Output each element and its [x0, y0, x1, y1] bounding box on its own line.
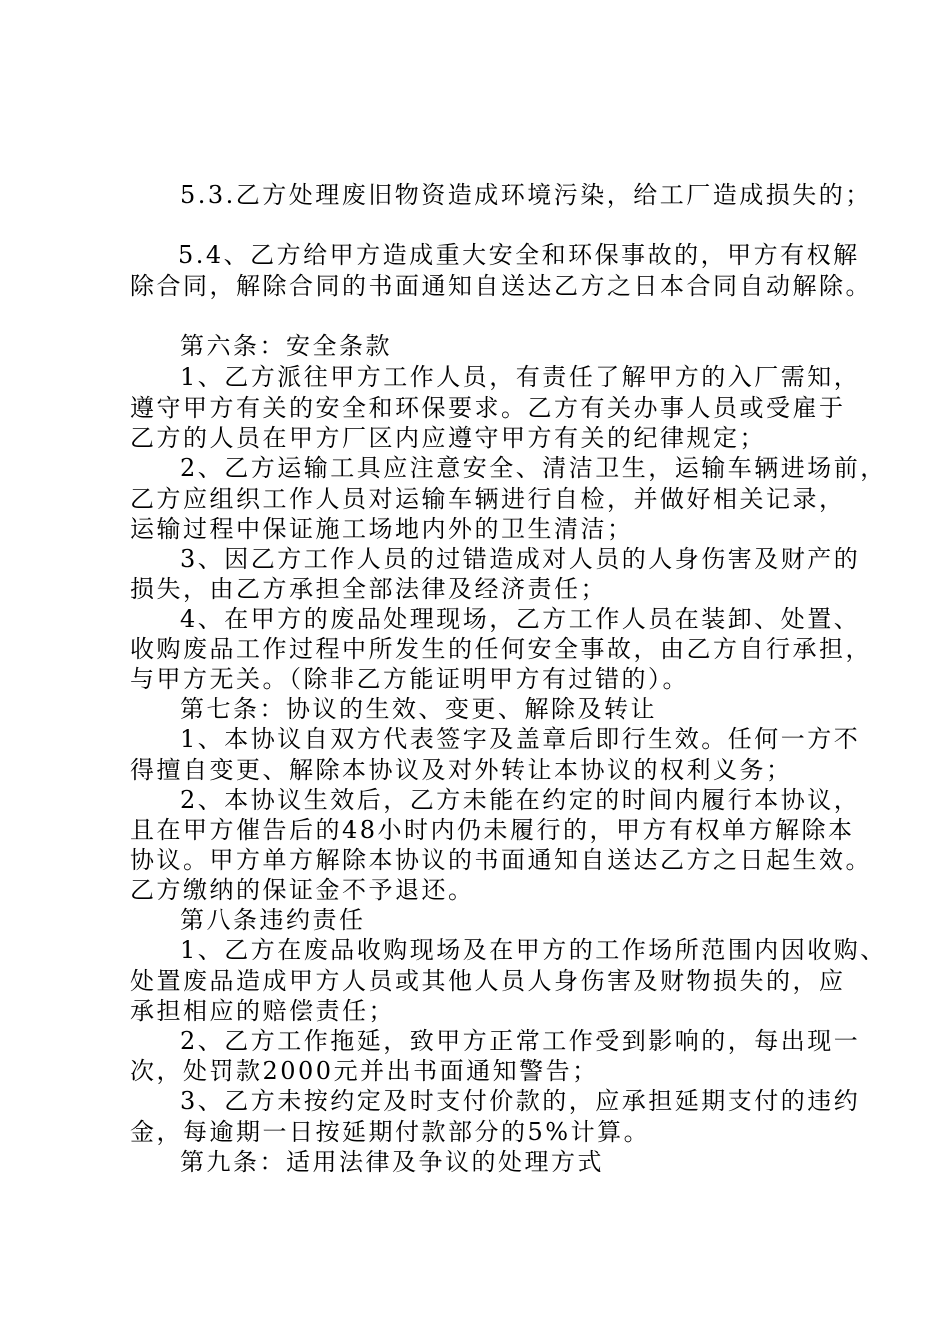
article-7-heading: 第七条：协议的生效、变更、解除及转让 [180, 695, 657, 723]
article-6-item-4-line-1: 4、在甲方的废品处理现场，乙方工作人员在装卸、处置、 [180, 605, 861, 633]
article-7-item-1-line-2: 得擅自变更、解除本协议及对外转让本协议的权利义务； [130, 756, 793, 784]
article-6-item-4-line-3: 与甲方无关。（除非乙方能证明甲方有过错的）。 [130, 665, 689, 693]
article-6-item-1-line-2: 遵守甲方有关的安全和环保要求。乙方有关办事人员或受雇于 [130, 394, 846, 422]
article-7-item-2-line-1: 2、本协议生效后，乙方未能在约定的时间内履行本协议， [180, 786, 861, 814]
article-6-item-1-line-1: 1、乙方派往甲方工作人员，有责任了解甲方的入厂需知， [180, 363, 861, 391]
article-6-item-3-line-1: 3、因乙方工作人员的过错造成对人员的人身伤害及财产的 [180, 545, 861, 573]
article-6-heading: 第六条：安全条款 [180, 332, 392, 360]
article-6-item-2-line-3: 运输过程中保证施工场地内外的卫生清洁； [130, 515, 634, 543]
article-7-item-2-line-2: 且在甲方催告后的48小时内仍未履行的，甲方有权单方解除本 [130, 816, 855, 844]
article-8-item-2-line-1: 2、乙方工作拖延，致甲方正常工作受到影响的，每出现一 [180, 1027, 861, 1055]
clause-5-4-line-2: 除合同，解除合同的书面通知自送达乙方之日本合同自动解除。 [130, 272, 872, 300]
article-8-item-1-line-1: 1、乙方在废品收购现场及在甲方的工作场所范围内因收购、 [180, 936, 887, 964]
article-8-item-1-line-2: 处置废品造成甲方人员或其他人员人身伤害及财物损失的，应 [130, 967, 846, 995]
article-6-item-3-line-2: 损失，由乙方承担全部法律及经济责任； [130, 575, 607, 603]
article-8-item-1-line-3: 承担相应的赔偿责任； [130, 997, 395, 1025]
article-6-item-2-line-1: 2、乙方运输工具应注意安全、清洁卫生，运输车辆进场前， [180, 454, 887, 482]
article-8-item-2-line-2: 次，处罚款2000元并出书面通知警告； [130, 1057, 599, 1085]
article-7-item-1-line-1: 1、本协议自双方代表签字及盖章后即行生效。任何一方不 [180, 725, 861, 753]
article-8-heading: 第八条违约责任 [180, 906, 366, 934]
article-6-item-2-line-2: 乙方应组织工作人员对运输车辆进行自检，并做好相关记录， [130, 485, 846, 513]
clause-5-3: 5.3.乙方处理废旧物资造成环境污染，给工厂造成损失的； [180, 181, 872, 209]
article-8-item-3-line-1: 3、乙方未按约定及时支付价款的，应承担延期支付的违约 [180, 1087, 861, 1115]
article-7-item-2-line-3: 协议。甲方单方解除本协议的书面通知自送达乙方之日起生效。 [130, 846, 872, 874]
clause-5-4-line-1: 5.4、乙方给甲方造成重大安全和环保事故的，甲方有权解 [178, 241, 860, 269]
article-9-heading: 第九条：适用法律及争议的处理方式 [180, 1148, 604, 1176]
article-6-item-1-line-3: 乙方的人员在甲方厂区内应遵守甲方有关的纪律规定； [130, 424, 766, 452]
article-8-item-3-line-2: 金，每逾期一日按延期付款部分的5%计算。 [130, 1118, 651, 1146]
article-6-item-4-line-2: 收购废品工作过程中所发生的任何安全事故，由乙方自行承担， [130, 635, 872, 663]
article-7-item-2-line-4: 乙方缴纳的保证金不予退还。 [130, 876, 475, 904]
